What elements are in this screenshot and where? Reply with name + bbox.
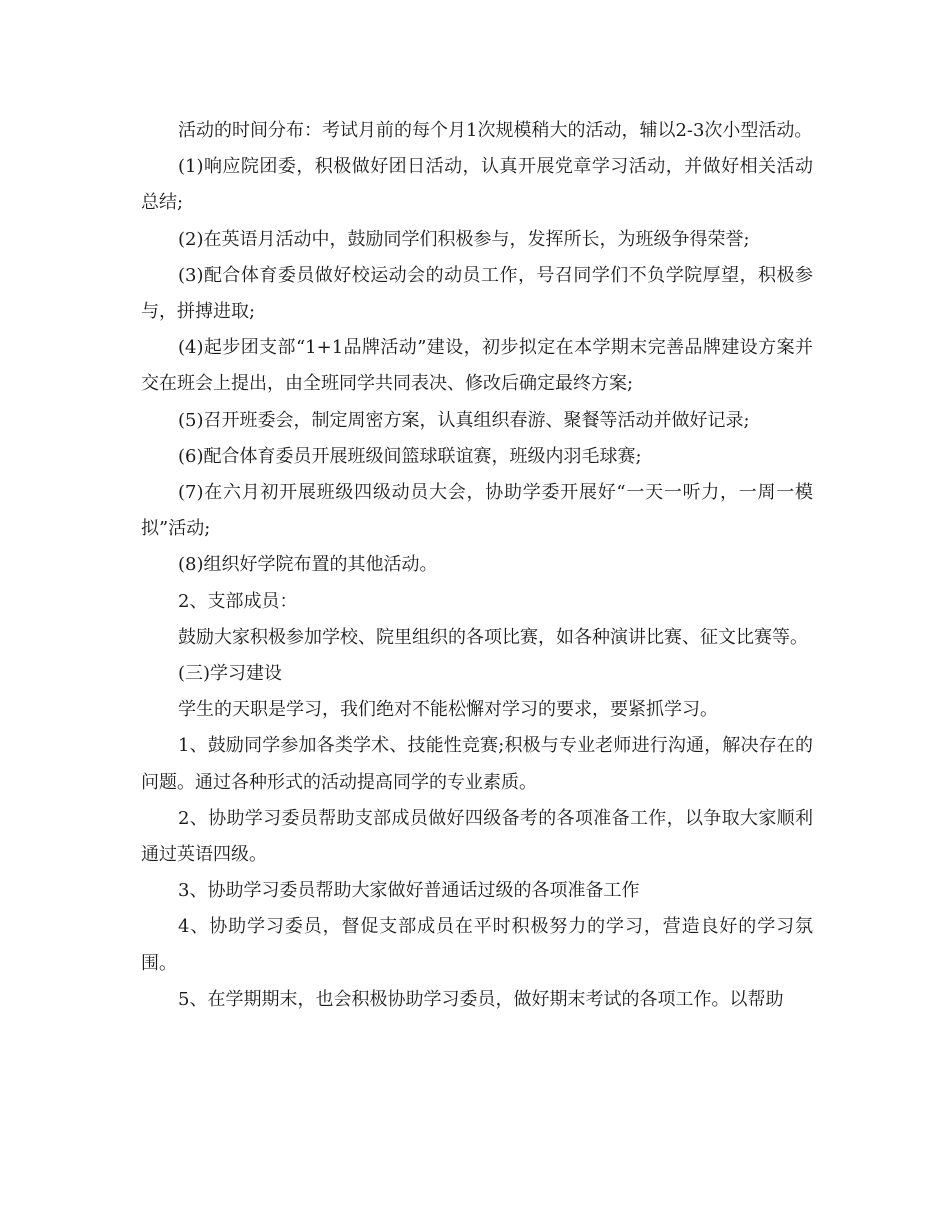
paragraph-study-4: 4、协助学习委员，督促支部成员在平时积极努力的学习，营造良好的学习氛围。 [141,916,813,974]
paragraph-item-7: (7)在六月初开展班级四级动员大会，协助学委开展好“一天一听力，一周一模拟”活动; [141,482,813,540]
paragraph-item-8: (8)组织好学院布置的其他活动。 [178,554,438,576]
paragraph-item-5: (5)召开班委会，制定周密方案，认真组织春游、聚餐等活动并做好记录; [178,409,750,431]
section-heading-study: (三)学习建设 [178,663,283,685]
paragraph-item-3: (3)配合体育委员做好校运动会的动员工作，号召同学们不负学院厚望，积极参与，拼搏进取; [141,264,813,323]
paragraph-branch-members-body: 鼓励大家积极参加学校、院里组织的各项比赛，如各种演讲比赛、征文比赛等。 [178,626,808,648]
paragraph-item-2: (2)在英语月活动中，鼓励同学们积极参与，发挥所长，为班级争得荣誉; [178,228,750,250]
paragraph-study-intro: 学生的天职是学习，我们绝对不能松懈对学习的要求，要紧抓学习。 [178,699,718,721]
paragraph-branch-members-heading: 2、支部成员： [178,590,298,612]
paragraph-study-2: 2、协助学习委员帮助支部成员做好四级备考的各项准备工作，以争取大家顺利通过英语四级。 [141,807,813,866]
document-body [141,113,813,1018]
paragraph-item-6: (6)配合体育委员开展班级间篮球联谊赛，班级内羽毛球赛; [178,445,642,467]
paragraph-study-5: 5、在学期期末，也会积极协助学习委员，做好期末考试的各项工作。以帮助 [178,988,784,1010]
paragraph-activity-schedule: 活动的时间分布：考试月前的每个月1次规模稍大的活动，辅以2-3次小型活动。 [178,120,813,141]
paragraph-study-3: 3、协助学习委员帮助大家做好普通话过级的各项准备工作 [178,880,640,902]
paragraph-item-1: (1)响应院团委，积极做好团日活动，认真开展党章学习活动，并做好相关活动总结; [141,156,813,214]
paragraph-item-4: (4)起步团支部“1+1品牌活动”建设，初步拟定在本学期末完善品牌建设方案并交在班会上提出，由全班同学共同表决、修改后确定最终方案; [141,337,813,395]
paragraph-study-1: 1、鼓励同学参加各类学术、技能性竞赛;积极与专业老师进行沟通，解决存在的问题。通过各种形式的活动提高同学的专业素质。 [141,735,813,793]
